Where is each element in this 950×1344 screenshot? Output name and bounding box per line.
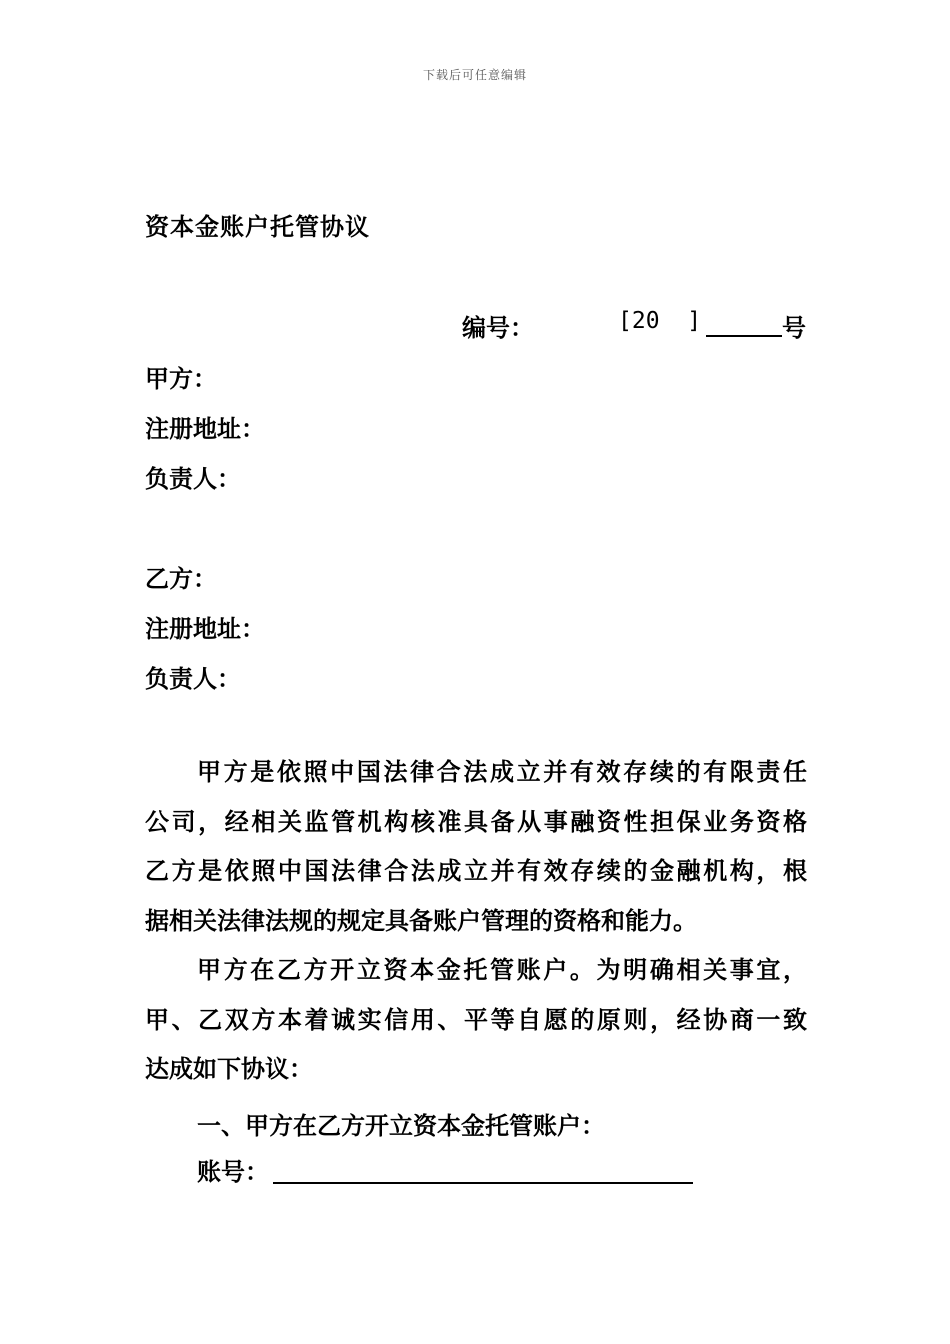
party-a-principal-label: 负责人： xyxy=(145,464,241,493)
header-note: 下载后可任意编辑 xyxy=(422,68,527,82)
party-a-address-label: 注册地址： xyxy=(145,414,265,443)
party-a-label: 甲方： xyxy=(145,364,217,393)
document-number-line xyxy=(462,308,807,342)
paragraph-line: 据相关法律法规的规定具备账户管理的资格和能力。 xyxy=(145,905,697,935)
account-label: 账号： xyxy=(197,1157,269,1186)
party-b-address-label: 注册地址： xyxy=(145,614,265,643)
paragraph-agreement-intent xyxy=(145,945,807,1094)
number-blank-underline xyxy=(706,335,782,337)
account-number-line xyxy=(197,1152,697,1188)
number-label: 编号： xyxy=(462,313,534,342)
account-blank-underline xyxy=(273,1182,693,1184)
paragraph-line: 甲方是依照中国法律合法成立并有效存续的有限责任 xyxy=(197,757,807,786)
paragraph-parties-description xyxy=(145,747,807,945)
paragraph-line: 乙方是依照中国法律合法成立并有效存续的金融机构，根 xyxy=(145,856,807,885)
paragraph-line: 甲方在乙方开立资本金托管账户。为明确相关事宜， xyxy=(197,955,807,984)
clause-1: 一、甲方在乙方开立资本金托管账户： xyxy=(197,1111,605,1140)
paragraph-line: 达成如下协议： xyxy=(145,1054,313,1083)
party-b-principal-label: 负责人： xyxy=(145,664,241,693)
document-title: 资本金账户托管协议 xyxy=(145,212,370,241)
number-code: [20 ] xyxy=(618,308,702,334)
party-b-label: 乙方： xyxy=(145,564,217,593)
paragraph-line: 公司，经相关监管机构核准具备从事融资性担保业务资格 xyxy=(145,806,807,836)
number-suffix: 号 xyxy=(782,313,806,342)
paragraph-line: 甲、乙双方本着诚实信用、平等自愿的原则，经协商一致 xyxy=(145,1004,807,1034)
